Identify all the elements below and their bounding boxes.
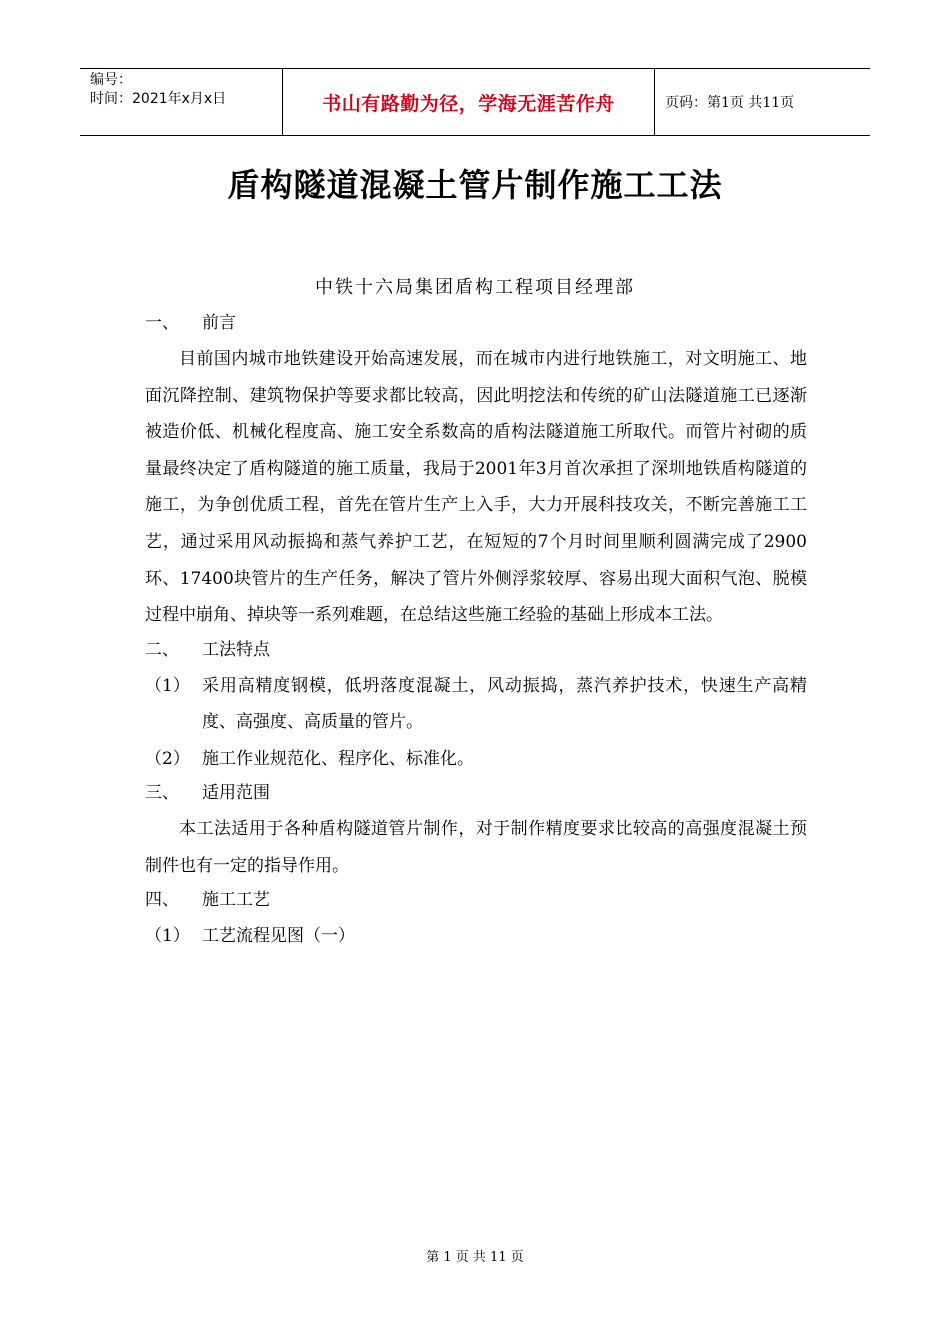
page-footer: 第 1 页 共 11 页 <box>426 1250 524 1265</box>
page-header <box>80 68 870 136</box>
header-page-info: 页码：第1页 共11页 <box>665 95 795 111</box>
document-body <box>145 307 807 955</box>
header-meta <box>80 69 282 135</box>
section-heading-scope <box>145 777 807 811</box>
section-title: 施工工艺 <box>202 890 270 911</box>
list-item <box>145 918 807 955</box>
date-label: 时间：2021年x月x日 <box>90 91 227 107</box>
section-title: 适用范围 <box>202 783 270 804</box>
document-subtitle: 中铁十六局集团盾构工程项目经理部 <box>315 277 635 298</box>
section-heading-features <box>145 634 807 668</box>
list-item-text: 采用高精度钢模，低坍落度混凝土，风动振捣，蒸汽养护技术，快速生产高精度、高强度、高质量的管片。 <box>202 675 807 733</box>
serial-number-label: 编号： <box>90 72 132 88</box>
section-number: 三、 <box>145 783 179 804</box>
preface-paragraph: 目前国内城市地铁建设开始高速发展，而在城市内进行地铁施工，对文明施工、地面沉降控制、建筑物保护等要求都比较高，因此明挖法和传统的矿山法隧道施工已逐渐被造价低、机械化程度高、施工安全系数高的盾构法隧道施工所取代。而管片衬砌的质量最终决定了盾构隧道的施工质量，我局于2001年3月首次承担了深圳地铁盾构隧道的施工，为争创优质工程，首先在管片生产上入手，大力开展科技攻关，不断完善施工工艺，通过采用风动振捣和蒸气养护工艺，在短短的7个月时间里顺利圆满完成了2900环、17400块管片的生产任务，解决了管片外侧浮浆较厚、容易出现大面积气泡、脱模过程中崩角、掉块等一系列难题，在总结这些施工经验的基础上形成本工法。 <box>145 349 807 626</box>
list-item-number: （1） <box>145 926 190 947</box>
list-item-number: （2） <box>145 748 190 769</box>
section-number: 一、 <box>145 313 179 333</box>
list-item-text: 工艺流程见图（一） <box>202 926 355 947</box>
list-item <box>145 741 807 778</box>
section-heading-preface <box>145 307 807 341</box>
scope-paragraph: 本工法适用于各种盾构隧道管片制作，对于制作精度要求比较高的高强度混凝土预制件也有一定的指导作用。 <box>145 819 807 876</box>
section-title: 前言 <box>202 313 236 333</box>
document-title: 盾构隧道混凝土管片制作施工工法 <box>227 166 723 204</box>
section-number: 四、 <box>145 890 179 911</box>
section-number: 二、 <box>145 639 179 660</box>
header-motto: 书山有路勤为径，学海无涯苦作舟 <box>322 92 615 115</box>
header-motto-cell <box>282 69 655 135</box>
section-heading-process <box>145 884 807 918</box>
list-item <box>145 668 807 741</box>
section-title: 工法特点 <box>202 639 270 660</box>
list-item-text: 施工作业规范化、程序化、标准化。 <box>202 748 474 769</box>
list-item-number: （1） <box>145 675 190 696</box>
